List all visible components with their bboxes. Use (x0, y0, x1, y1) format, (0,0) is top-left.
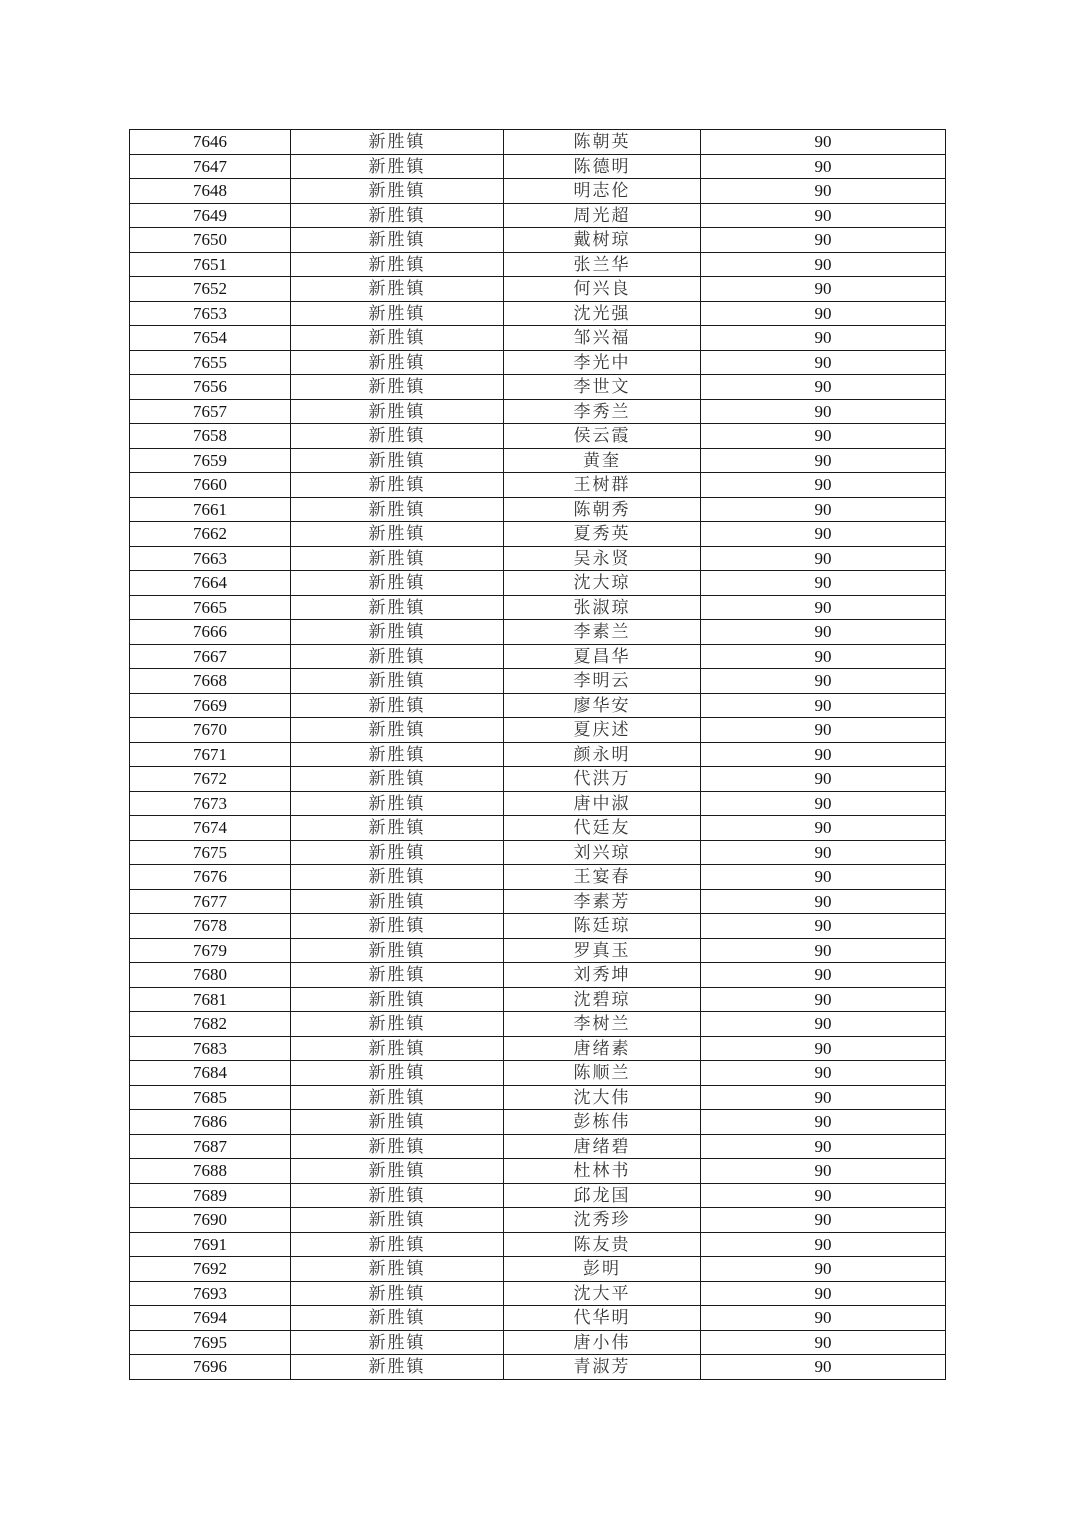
cell-town: 新胜镇 (291, 448, 504, 473)
cell-score: 90 (701, 1355, 946, 1380)
table-row (130, 1208, 946, 1233)
table-row (130, 1232, 946, 1257)
cell-name: 陈廷琼 (504, 914, 701, 939)
cell-name: 罗真玉 (504, 938, 701, 963)
cell-name: 戴树琼 (504, 228, 701, 253)
cell-score: 90 (701, 399, 946, 424)
cell-name: 明志伦 (504, 179, 701, 204)
cell-town: 新胜镇 (291, 1110, 504, 1135)
cell-town: 新胜镇 (291, 1036, 504, 1061)
cell-town: 新胜镇 (291, 228, 504, 253)
cell-number: 7679 (130, 938, 291, 963)
cell-number: 7656 (130, 375, 291, 400)
cell-number: 7688 (130, 1159, 291, 1184)
cell-town: 新胜镇 (291, 1306, 504, 1331)
cell-score: 90 (701, 1281, 946, 1306)
table-row (130, 130, 946, 155)
cell-name: 周光超 (504, 203, 701, 228)
cell-town: 新胜镇 (291, 1355, 504, 1380)
cell-number: 7653 (130, 301, 291, 326)
cell-name: 杜林书 (504, 1159, 701, 1184)
cell-town: 新胜镇 (291, 840, 504, 865)
cell-score: 90 (701, 1257, 946, 1282)
cell-score: 90 (701, 865, 946, 890)
table-row (130, 326, 946, 351)
cell-town: 新胜镇 (291, 326, 504, 351)
cell-number: 7646 (130, 130, 291, 155)
table-row (130, 473, 946, 498)
cell-score: 90 (701, 693, 946, 718)
cell-name: 陈朝秀 (504, 497, 701, 522)
cell-score: 90 (701, 718, 946, 743)
cell-number: 7665 (130, 595, 291, 620)
cell-town: 新胜镇 (291, 938, 504, 963)
cell-town: 新胜镇 (291, 742, 504, 767)
cell-number: 7660 (130, 473, 291, 498)
cell-name: 陈友贵 (504, 1232, 701, 1257)
cell-number: 7693 (130, 1281, 291, 1306)
cell-name: 张兰华 (504, 252, 701, 277)
cell-town: 新胜镇 (291, 963, 504, 988)
cell-name: 陈顺兰 (504, 1061, 701, 1086)
cell-town: 新胜镇 (291, 1085, 504, 1110)
cell-number: 7652 (130, 277, 291, 302)
cell-name: 沈大琼 (504, 571, 701, 596)
roster-table-body (130, 130, 946, 1380)
cell-number: 7668 (130, 669, 291, 694)
cell-town: 新胜镇 (291, 865, 504, 890)
cell-score: 90 (701, 326, 946, 351)
cell-name: 李素芳 (504, 889, 701, 914)
cell-town: 新胜镇 (291, 1208, 504, 1233)
table-row (130, 914, 946, 939)
table-row (130, 1012, 946, 1037)
cell-score: 90 (701, 1330, 946, 1355)
table-row (130, 1036, 946, 1061)
cell-town: 新胜镇 (291, 1183, 504, 1208)
table-row (130, 1159, 946, 1184)
cell-score: 90 (701, 620, 946, 645)
cell-name: 沈大伟 (504, 1085, 701, 1110)
table-row (130, 350, 946, 375)
cell-number: 7671 (130, 742, 291, 767)
cell-number: 7654 (130, 326, 291, 351)
cell-town: 新胜镇 (291, 987, 504, 1012)
table-row (130, 375, 946, 400)
cell-score: 90 (701, 1183, 946, 1208)
cell-town: 新胜镇 (291, 497, 504, 522)
cell-score: 90 (701, 546, 946, 571)
table-row (130, 399, 946, 424)
table-row (130, 644, 946, 669)
table-row (130, 252, 946, 277)
cell-number: 7676 (130, 865, 291, 890)
table-row (130, 497, 946, 522)
cell-town: 新胜镇 (291, 546, 504, 571)
cell-town: 新胜镇 (291, 252, 504, 277)
table-row (130, 203, 946, 228)
cell-number: 7662 (130, 522, 291, 547)
cell-name: 彭明 (504, 1257, 701, 1282)
cell-name: 李明云 (504, 669, 701, 694)
cell-score: 90 (701, 1110, 946, 1135)
cell-name: 夏昌华 (504, 644, 701, 669)
cell-score: 90 (701, 1306, 946, 1331)
cell-town: 新胜镇 (291, 399, 504, 424)
cell-score: 90 (701, 816, 946, 841)
cell-number: 7687 (130, 1134, 291, 1159)
cell-name: 陈朝英 (504, 130, 701, 155)
cell-name: 邱龙国 (504, 1183, 701, 1208)
cell-town: 新胜镇 (291, 791, 504, 816)
cell-name: 彭栋伟 (504, 1110, 701, 1135)
cell-name: 廖华安 (504, 693, 701, 718)
cell-number: 7684 (130, 1061, 291, 1086)
table-row (130, 742, 946, 767)
cell-score: 90 (701, 742, 946, 767)
cell-number: 7692 (130, 1257, 291, 1282)
cell-score: 90 (701, 1208, 946, 1233)
table-row (130, 1061, 946, 1086)
cell-number: 7658 (130, 424, 291, 449)
cell-score: 90 (701, 1061, 946, 1086)
cell-score: 90 (701, 669, 946, 694)
cell-name: 李光中 (504, 350, 701, 375)
table-row (130, 840, 946, 865)
cell-number: 7661 (130, 497, 291, 522)
table-row (130, 1257, 946, 1282)
cell-score: 90 (701, 889, 946, 914)
cell-town: 新胜镇 (291, 1232, 504, 1257)
table-row (130, 1110, 946, 1135)
cell-number: 7691 (130, 1232, 291, 1257)
cell-number: 7657 (130, 399, 291, 424)
cell-score: 90 (701, 448, 946, 473)
cell-name: 王树群 (504, 473, 701, 498)
cell-town: 新胜镇 (291, 816, 504, 841)
cell-town: 新胜镇 (291, 179, 504, 204)
table-row (130, 595, 946, 620)
cell-score: 90 (701, 1134, 946, 1159)
cell-score: 90 (701, 424, 946, 449)
cell-name: 唐中淑 (504, 791, 701, 816)
cell-number: 7664 (130, 571, 291, 596)
table-row (130, 1281, 946, 1306)
cell-name: 何兴良 (504, 277, 701, 302)
table-row (130, 938, 946, 963)
cell-score: 90 (701, 154, 946, 179)
cell-name: 沈大平 (504, 1281, 701, 1306)
cell-town: 新胜镇 (291, 1159, 504, 1184)
table-row (130, 987, 946, 1012)
table-row (130, 1134, 946, 1159)
table-row (130, 424, 946, 449)
table-row (130, 669, 946, 694)
table-row (130, 179, 946, 204)
cell-number: 7655 (130, 350, 291, 375)
cell-number: 7674 (130, 816, 291, 841)
cell-number: 7669 (130, 693, 291, 718)
cell-score: 90 (701, 1159, 946, 1184)
cell-name: 代廷友 (504, 816, 701, 841)
cell-number: 7666 (130, 620, 291, 645)
table-row (130, 571, 946, 596)
cell-score: 90 (701, 595, 946, 620)
cell-number: 7690 (130, 1208, 291, 1233)
cell-number: 7648 (130, 179, 291, 204)
table-row (130, 865, 946, 890)
cell-town: 新胜镇 (291, 203, 504, 228)
cell-number: 7689 (130, 1183, 291, 1208)
cell-score: 90 (701, 497, 946, 522)
cell-town: 新胜镇 (291, 1257, 504, 1282)
cell-number: 7680 (130, 963, 291, 988)
cell-name: 吴永贤 (504, 546, 701, 571)
cell-town: 新胜镇 (291, 154, 504, 179)
cell-number: 7663 (130, 546, 291, 571)
cell-name: 黄奎 (504, 448, 701, 473)
table-row (130, 1306, 946, 1331)
cell-town: 新胜镇 (291, 424, 504, 449)
cell-score: 90 (701, 522, 946, 547)
table-row (130, 963, 946, 988)
cell-town: 新胜镇 (291, 693, 504, 718)
table-row (130, 1355, 946, 1380)
cell-score: 90 (701, 1232, 946, 1257)
cell-score: 90 (701, 1085, 946, 1110)
cell-score: 90 (701, 228, 946, 253)
cell-number: 7677 (130, 889, 291, 914)
cell-score: 90 (701, 179, 946, 204)
cell-name: 沈光强 (504, 301, 701, 326)
cell-name: 沈秀珍 (504, 1208, 701, 1233)
cell-name: 夏庆述 (504, 718, 701, 743)
cell-town: 新胜镇 (291, 718, 504, 743)
table-row (130, 767, 946, 792)
table-row (130, 816, 946, 841)
table-row (130, 693, 946, 718)
cell-town: 新胜镇 (291, 130, 504, 155)
cell-name: 青淑芳 (504, 1355, 701, 1380)
table-row (130, 301, 946, 326)
cell-name: 李世文 (504, 375, 701, 400)
cell-number: 7683 (130, 1036, 291, 1061)
cell-number: 7649 (130, 203, 291, 228)
cell-score: 90 (701, 252, 946, 277)
cell-score: 90 (701, 791, 946, 816)
cell-number: 7675 (130, 840, 291, 865)
cell-score: 90 (701, 277, 946, 302)
cell-number: 7659 (130, 448, 291, 473)
cell-number: 7670 (130, 718, 291, 743)
cell-name: 唐绪碧 (504, 1134, 701, 1159)
cell-name: 邹兴福 (504, 326, 701, 351)
cell-score: 90 (701, 350, 946, 375)
cell-score: 90 (701, 203, 946, 228)
cell-name: 陈德明 (504, 154, 701, 179)
table-row (130, 620, 946, 645)
cell-town: 新胜镇 (291, 644, 504, 669)
cell-town: 新胜镇 (291, 277, 504, 302)
cell-number: 7647 (130, 154, 291, 179)
cell-name: 刘秀坤 (504, 963, 701, 988)
cell-score: 90 (701, 644, 946, 669)
table-row (130, 228, 946, 253)
cell-number: 7685 (130, 1085, 291, 1110)
cell-score: 90 (701, 963, 946, 988)
table-row (130, 718, 946, 743)
cell-score: 90 (701, 1012, 946, 1037)
cell-number: 7651 (130, 252, 291, 277)
cell-score: 90 (701, 914, 946, 939)
cell-number: 7673 (130, 791, 291, 816)
cell-score: 90 (701, 301, 946, 326)
cell-number: 7694 (130, 1306, 291, 1331)
cell-score: 90 (701, 130, 946, 155)
table-row (130, 889, 946, 914)
cell-name: 李秀兰 (504, 399, 701, 424)
cell-name: 沈碧琼 (504, 987, 701, 1012)
cell-name: 侯云霞 (504, 424, 701, 449)
cell-number: 7696 (130, 1355, 291, 1380)
cell-number: 7678 (130, 914, 291, 939)
cell-number: 7672 (130, 767, 291, 792)
cell-number: 7681 (130, 987, 291, 1012)
cell-town: 新胜镇 (291, 914, 504, 939)
cell-town: 新胜镇 (291, 1330, 504, 1355)
cell-score: 90 (701, 767, 946, 792)
cell-name: 李树兰 (504, 1012, 701, 1037)
cell-number: 7650 (130, 228, 291, 253)
table-row (130, 791, 946, 816)
table-row (130, 277, 946, 302)
cell-score: 90 (701, 571, 946, 596)
cell-score: 90 (701, 473, 946, 498)
cell-score: 90 (701, 987, 946, 1012)
cell-score: 90 (701, 840, 946, 865)
cell-number: 7667 (130, 644, 291, 669)
cell-town: 新胜镇 (291, 522, 504, 547)
cell-town: 新胜镇 (291, 595, 504, 620)
cell-name: 刘兴琼 (504, 840, 701, 865)
cell-score: 90 (701, 1036, 946, 1061)
cell-name: 代洪万 (504, 767, 701, 792)
cell-town: 新胜镇 (291, 1281, 504, 1306)
cell-town: 新胜镇 (291, 571, 504, 596)
cell-name: 代华明 (504, 1306, 701, 1331)
cell-town: 新胜镇 (291, 1012, 504, 1037)
cell-number: 7682 (130, 1012, 291, 1037)
cell-town: 新胜镇 (291, 1061, 504, 1086)
cell-town: 新胜镇 (291, 350, 504, 375)
cell-score: 90 (701, 375, 946, 400)
cell-name: 颜永明 (504, 742, 701, 767)
cell-name: 夏秀英 (504, 522, 701, 547)
table-row (130, 1183, 946, 1208)
table-row (130, 522, 946, 547)
cell-town: 新胜镇 (291, 767, 504, 792)
cell-town: 新胜镇 (291, 1134, 504, 1159)
cell-name: 唐绪素 (504, 1036, 701, 1061)
roster-table (129, 129, 946, 1380)
cell-name: 李素兰 (504, 620, 701, 645)
table-row (130, 546, 946, 571)
cell-number: 7695 (130, 1330, 291, 1355)
cell-number: 7686 (130, 1110, 291, 1135)
table-row (130, 448, 946, 473)
cell-name: 张淑琼 (504, 595, 701, 620)
cell-town: 新胜镇 (291, 301, 504, 326)
table-row (130, 154, 946, 179)
table-row (130, 1085, 946, 1110)
table-row (130, 1330, 946, 1355)
cell-name: 唐小伟 (504, 1330, 701, 1355)
cell-name: 王宴春 (504, 865, 701, 890)
cell-town: 新胜镇 (291, 473, 504, 498)
cell-town: 新胜镇 (291, 375, 504, 400)
cell-town: 新胜镇 (291, 669, 504, 694)
cell-score: 90 (701, 938, 946, 963)
cell-town: 新胜镇 (291, 620, 504, 645)
cell-town: 新胜镇 (291, 889, 504, 914)
